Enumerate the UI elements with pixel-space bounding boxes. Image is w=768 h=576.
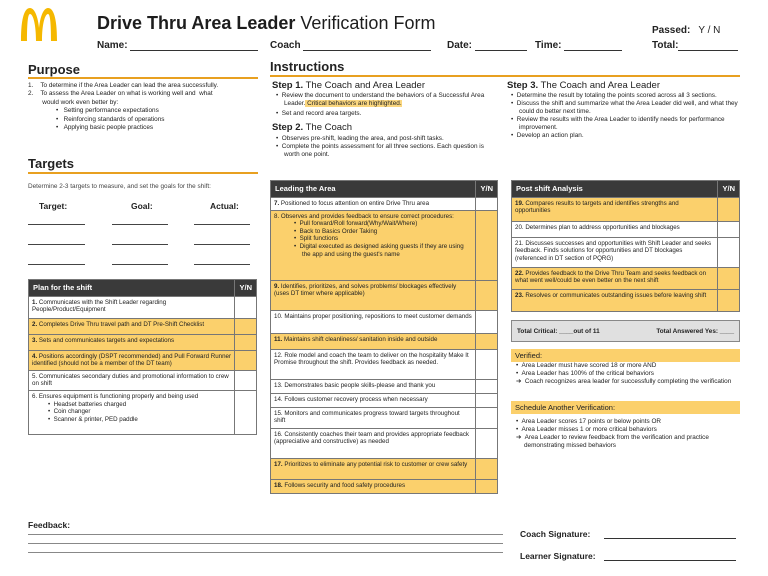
schedule-list: • Area Leader scores 17 points or below points OR • Area Leader misses 1 or more critical behaviors ➔ Area Leader to review feedback from the verification and practice demonstrating missed behaviors — [516, 418, 709, 449]
purpose-item: would work even better by: — [28, 98, 119, 106]
purpose-subitem: • Setting performance expectations — [56, 107, 159, 115]
targets-intro: Determine 2-3 targets to measure, and set the goals for the shift: — [28, 183, 211, 190]
purpose-item: 2. To assess the Area Leader on what is working well and what — [28, 90, 213, 98]
yn-cell[interactable] — [718, 289, 740, 311]
purpose-subitem: • Applying basic people practices — [56, 124, 154, 132]
yn-cell[interactable] — [476, 210, 498, 280]
purpose-subitem: • Reinforcing standards of operations — [56, 115, 165, 123]
yn-cell[interactable] — [476, 310, 498, 333]
table-row: 4. Positions accordingly (DSPT recommended) and Pull Forward Runner identified (should not be a member of the DT team) — [29, 350, 235, 370]
purpose-item: 1. To determine if the Area Leader can lead the area successfully. — [28, 82, 219, 89]
actual-line[interactable] — [194, 244, 250, 245]
name-field[interactable]: Name: — [97, 40, 258, 51]
purpose-divider — [28, 77, 258, 79]
actual-col-header: Actual: — [210, 201, 239, 211]
table-row: 19. Compares results to targets and identifies strengths and opportunities — [512, 197, 718, 221]
table-row: 2. Completes Drive Thru travel path and DT Pre-Shift Checklist — [29, 318, 235, 334]
yn-cell[interactable] — [476, 349, 498, 379]
coach-field[interactable]: Coach — [270, 40, 431, 51]
step3-list: • Determine the result by totaling the points scored across all 3 sections. • Discuss the shift and summarize what the Area Leader did well, and what they could do better next time. • Review the results with the Area Leader to identify needs for performance improvement. • Develop an action plan. — [511, 92, 738, 139]
yn-cell[interactable] — [235, 296, 257, 318]
yn-cell[interactable] — [476, 197, 498, 210]
table-row: 13. Demonstrates basic people skills-please and thank you — [271, 379, 476, 393]
table-row: 5. Communicates secondary duties and promotional information to crew on shift — [29, 370, 235, 390]
totals-bar — [511, 320, 740, 342]
yn-cell[interactable] — [718, 221, 740, 237]
learner-signature-line[interactable] — [604, 560, 736, 561]
yn-cell[interactable] — [476, 428, 498, 458]
step1-heading: Step 1. The Coach and Area Leader — [272, 80, 425, 91]
yn-cell[interactable] — [476, 407, 498, 428]
table-row: 8. Observes and provides feedback to ensure correct procedures: • Pull forward/Roll forward(Why/Wait/Where) • Back to Basics Order Taking • Split functions • Digital executed as designed asking guests if they are using the app and using the guest's name — [271, 210, 476, 280]
yn-cell[interactable] — [476, 333, 498, 349]
table-row: 23. Resolves or communicates outstanding issues before leaving shift — [512, 289, 718, 311]
leading-table — [270, 180, 498, 494]
targets-title: Targets — [28, 156, 74, 171]
yn-cell[interactable] — [476, 458, 498, 479]
goal-line[interactable] — [112, 244, 168, 245]
yn-cell[interactable] — [718, 237, 740, 267]
yn-cell[interactable] — [235, 370, 257, 390]
verified-list: • Area Leader must have scored 18 or more AND • Area Leader has 100% of the critical behaviors ➔ Coach recognizes area leader for successfully completing the verification — [516, 362, 732, 385]
learner-signature-label: Learner Signature: — [520, 551, 596, 561]
step2-list: • Observes pre-shift, leading the area, and post-shift tasks. • Complete the points assessment for all three sections. Each question is worth one point. — [276, 135, 484, 158]
plan-header: Plan for the shift — [29, 280, 235, 297]
feedback-label: Feedback: — [28, 520, 71, 530]
table-row: 7. Positioned to focus attention on entire Drive Thru area — [271, 197, 476, 210]
table-row: 14. Follows customer recovery process when necessary — [271, 393, 476, 407]
yn-header: Y/N — [235, 280, 257, 297]
yn-cell[interactable] — [235, 334, 257, 350]
post-shift-header: Post shift Analysis — [512, 181, 718, 198]
time-field[interactable]: Time: — [535, 40, 622, 51]
yn-cell[interactable] — [718, 197, 740, 221]
targets-divider — [28, 172, 258, 174]
verified-header: Verified: — [511, 349, 740, 362]
leading-header: Leading the Area — [271, 181, 476, 198]
total-answered-field[interactable]: Total Answered Yes: ____ — [656, 327, 734, 335]
total-field[interactable]: Total: — [652, 40, 738, 51]
step3-heading: Step 3. The Coach and Area Leader — [507, 80, 660, 91]
goal-col-header: Goal: — [131, 201, 153, 211]
table-row: 18. Follows security and food safety procedures — [271, 479, 476, 493]
actual-line[interactable] — [194, 264, 250, 265]
plan-table — [28, 279, 257, 435]
goal-line[interactable] — [112, 224, 168, 225]
table-row: 12. Role model and coach the team to deliver on the hospitality Make It Promise throughout the shift. Provides feedback as needed. — [271, 349, 476, 379]
mcdonalds-logo-icon — [18, 6, 60, 42]
goal-line[interactable] — [112, 264, 168, 265]
yn-header: Y/N — [718, 181, 740, 198]
total-critical-field[interactable]: Total Critical: ____out of 11 — [517, 327, 600, 335]
target-line[interactable] — [28, 244, 85, 245]
feedback-lines[interactable] — [28, 534, 503, 561]
yn-cell[interactable] — [235, 390, 257, 434]
yn-header: Y/N — [476, 181, 498, 198]
table-row: 3. Sets and communicates targets and expectations — [29, 334, 235, 350]
date-field[interactable]: Date: — [447, 40, 527, 51]
yn-cell[interactable] — [235, 350, 257, 370]
table-row: 22. Provides feedback to the Drive Thru Team and seeks feedback on what went well/could be even better on the next shift — [512, 267, 718, 289]
table-row: 20. Determines plan to address opportunities and blockages — [512, 221, 718, 237]
post-shift-table — [511, 180, 740, 312]
passed-field[interactable]: Passed: Y / N — [652, 25, 721, 36]
table-row: 10. Maintains proper positioning, repositions to meet customer demands — [271, 310, 476, 333]
page-title: Drive Thru Area Leader Verification Form — [97, 13, 436, 33]
instructions-title: Instructions — [270, 59, 345, 74]
table-row: 17. Prioritizes to eliminate any potential risk to customer or crew safety — [271, 458, 476, 479]
yn-cell[interactable] — [476, 280, 498, 310]
coach-signature-label: Coach Signature: — [520, 529, 591, 539]
yn-cell[interactable] — [235, 318, 257, 334]
table-row: 9. Identifies, prioritizes, and solves problems/ blockages effectively (uses DT timer where applicable) — [271, 280, 476, 310]
yn-cell[interactable] — [718, 267, 740, 289]
actual-line[interactable] — [194, 224, 250, 225]
step1-list: • Review the document to understand the behaviors of a Successful Area Leader. Critical behaviors are highlighted. • Set and record area targets. — [276, 92, 485, 117]
step2-heading: Step 2. The Coach — [272, 122, 353, 133]
schedule-header: Schedule Another Verification: — [511, 401, 740, 414]
yn-cell[interactable] — [476, 479, 498, 493]
target-col-header: Target: — [39, 201, 68, 211]
purpose-list — [28, 82, 260, 132]
yn-cell[interactable] — [476, 393, 498, 407]
target-line[interactable] — [28, 224, 85, 225]
table-row: 11. Maintains shift cleanliness/ sanitation inside and outside — [271, 333, 476, 349]
table-row: 15. Monitors and communicates progress toward targets throughout shift — [271, 407, 476, 428]
yn-cell[interactable] — [476, 379, 498, 393]
target-line[interactable] — [28, 264, 85, 265]
instructions-divider — [270, 75, 740, 77]
table-row: 16. Consistently coaches their team and provides appropriate feedback (appreciative and constructive) as needed — [271, 428, 476, 458]
table-row: 21. Discusses successes and opportunities with Shift Leader and seeks feedback. Finds solutions for opportunities and DT blockages (referenced in DT section of PQRG) — [512, 237, 718, 267]
purpose-title: Purpose — [28, 62, 81, 77]
table-row: 1. Communicates with the Shift Leader regarding People/Product/Equipment — [29, 296, 235, 318]
table-row: 6. Ensures equipment is functioning properly and being used • Headset batteries charged • Coin changer • Scanner & printer, PED paddle — [29, 390, 235, 434]
coach-signature-line[interactable] — [604, 538, 736, 539]
